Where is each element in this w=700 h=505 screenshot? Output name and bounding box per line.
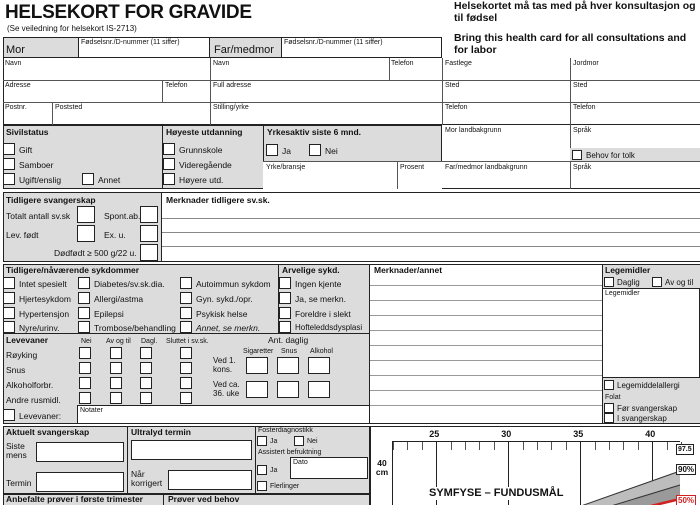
married-checkbox[interactable]	[3, 143, 15, 155]
ex-u-label: Ex. u.	[104, 230, 126, 240]
mother-origin-label: Mor landbakgrunn	[445, 127, 502, 134]
hypertension-checkbox[interactable]	[3, 307, 15, 319]
postal-no-label: Postnr.	[5, 104, 27, 111]
note-english: Bring this health card for all consultations and for labor	[454, 32, 687, 56]
heredity-yes-checkbox[interactable]	[279, 292, 291, 304]
folate-before-label: Før svangerskap	[617, 404, 678, 413]
mental-health-checkbox[interactable]	[180, 307, 192, 319]
heart-disease-label: Hjertesykdom	[19, 294, 71, 304]
gp-phone-label: Telefon	[445, 104, 468, 111]
total-pregnancies-label: Totalt antall sv.sk	[6, 211, 71, 221]
single-checkbox[interactable]	[3, 173, 15, 185]
primary-school-label: Grunnskole	[179, 145, 223, 155]
autoimmune-checkbox[interactable]	[180, 277, 192, 289]
stillborn-field[interactable]	[140, 244, 158, 261]
term-field[interactable]	[36, 472, 124, 492]
multiple-checkbox[interactable]	[257, 481, 267, 491]
cigarettes-first-field[interactable]	[246, 357, 268, 374]
kidney-label: Nyre/urinv.	[19, 323, 60, 333]
diabetes-checkbox[interactable]	[78, 277, 90, 289]
fetal-diag-no-checkbox[interactable]	[294, 436, 304, 446]
total-pregnancies-field[interactable]	[77, 206, 95, 223]
at-first-visit-label: Ved 1. kons.	[213, 356, 236, 374]
meds-title: Legemidler	[605, 265, 651, 275]
x-tick-label-25: 25	[429, 429, 440, 439]
habits-notes-field[interactable]	[77, 405, 370, 424]
term-label: Termin	[6, 478, 32, 488]
father-birth-no-label: Fødselsnr./D-nummer (11 siffer)	[284, 39, 383, 46]
gyn-checkbox[interactable]	[180, 292, 192, 304]
other-disease-checkbox[interactable]	[180, 321, 192, 333]
father-name-label: Navn	[213, 60, 230, 67]
other-civil-checkbox[interactable]	[82, 173, 94, 185]
smoking-stopped-checkbox[interactable]	[180, 347, 192, 359]
daily-amount-label: Ant. daglig	[268, 335, 309, 345]
married-label: Gift	[19, 145, 33, 155]
heredity-none-checkbox[interactable]	[279, 277, 291, 289]
diabetes-label: Diabetes/sv.sk.dia.	[94, 279, 165, 289]
alcohol-sometimes-checkbox[interactable]	[110, 377, 122, 389]
snus-first-field[interactable]	[277, 357, 299, 374]
folate-before-checkbox[interactable]	[604, 403, 614, 413]
snus-36-field[interactable]	[277, 381, 299, 398]
secondary-school-label: Videregående	[179, 160, 232, 170]
fetal-diag-yes-checkbox[interactable]	[257, 436, 267, 446]
remarks-other-title: Merknader/annet	[374, 265, 443, 275]
drugs-stopped-checkbox[interactable]	[180, 392, 192, 404]
higher-education-checkbox[interactable]	[163, 173, 175, 185]
assisted-yes-label: Ja	[270, 467, 278, 474]
cohabiting-label: Samboer	[19, 160, 54, 170]
previous-pregnancies-title: Tidligere svangerskap	[6, 195, 96, 205]
gp-label: Fastlege	[445, 60, 472, 67]
smoking-no-checkbox[interactable]	[79, 347, 91, 359]
previous-remarks-label: Merknader tidligere sv.sk.	[166, 195, 270, 205]
on-demand-tests-title: Prøver ved behov	[168, 494, 240, 504]
hypertension-label: Hypertensjon	[19, 309, 70, 319]
alcohol-col: Alkohol	[310, 348, 333, 355]
mother-language-label: Språk	[573, 127, 592, 134]
alcohol-stopped-checkbox[interactable]	[180, 377, 192, 389]
position-label: Stilling/yrke	[213, 104, 249, 111]
work-no-label: Nei	[325, 146, 338, 156]
habits-col-sometimes: Av og til	[106, 338, 131, 345]
snus-label: Snus	[6, 365, 26, 375]
drugs-daily-checkbox[interactable]	[140, 392, 152, 404]
smoking-label: Røyking	[6, 350, 38, 360]
work-yes-checkbox[interactable]	[266, 144, 278, 156]
secondary-school-checkbox[interactable]	[163, 158, 175, 170]
heredity-yes-label: Ja, se merkn.	[295, 294, 347, 304]
last-menses-label: Siste mens	[6, 441, 27, 460]
cohabiting-checkbox[interactable]	[3, 158, 15, 170]
postal-place-label: Poststed	[55, 104, 83, 111]
habits-col-no: Nei	[81, 338, 92, 345]
full-address-label: Full adresse	[213, 82, 252, 89]
cigarettes-36-field[interactable]	[246, 381, 268, 398]
gp-place-label: Sted	[445, 82, 460, 89]
fetal-diag-no-label: Nei	[307, 438, 318, 445]
other-disease-label: Annet, se merkn.	[196, 323, 261, 333]
meds-list-field[interactable]	[602, 288, 700, 378]
epilepsy-label: Epilepsi	[94, 309, 124, 319]
mother-label: Mor	[6, 44, 25, 56]
father-label: Far/medmor	[214, 44, 274, 56]
autoimmune-label: Autoimmun sykdom	[196, 279, 271, 289]
spont-ab-label: Spont.ab.	[104, 211, 141, 221]
form-subtitle: (Se veiledning for helsekort IS-2713)	[7, 24, 137, 33]
folate-during-label: I svangerskap	[617, 414, 667, 423]
chart-y-label: 40 cm	[375, 458, 389, 477]
x-tick-label-30: 30	[501, 429, 512, 439]
consanguinity-label: Foreldre i slekt	[295, 309, 351, 319]
stillborn-label: Dødfødt ≥ 500 g/22 u.	[54, 248, 137, 258]
midwife-phone-label: Telefon	[573, 104, 596, 111]
chart-x-ticks	[371, 427, 700, 441]
allergy-label: Allergi/astma	[94, 294, 144, 304]
alcohol-daily-checkbox[interactable]	[140, 377, 152, 389]
habits-notes-label: Notater	[80, 407, 103, 414]
mother-birth-no-label: Fødselsnr./D-nummer (11 siffer)	[81, 39, 180, 46]
hip-dysplasia-label: Hofteleddsdysplasi	[295, 323, 363, 332]
drugs-sometimes-checkbox[interactable]	[110, 392, 122, 404]
x-tick-label-35: 35	[573, 429, 584, 439]
hip-dysplasia-checkbox[interactable]	[279, 321, 291, 333]
fetal-diag-label: Fosterdiagnostikk	[258, 427, 313, 434]
assisted-yes-checkbox[interactable]	[257, 465, 267, 475]
note-norwegian: Helsekortet må tas med på hver konsultasjon og til fødsel	[454, 0, 696, 24]
mother-name-label: Navn	[5, 60, 22, 67]
drugs-label: Andre rusmidl.	[6, 395, 61, 405]
address-label: Adresse	[5, 82, 31, 89]
habits-col-daily: Dagl.	[141, 338, 158, 345]
snus-col: Snus	[281, 348, 297, 355]
recommended-tests-title: Anbefalte prøver i første trimester	[6, 494, 143, 504]
fundus-chart	[370, 426, 700, 505]
snus-no-checkbox[interactable]	[79, 362, 91, 374]
last-menses-field[interactable]	[36, 442, 124, 462]
disease-none-label: Intet spesielt	[19, 279, 67, 289]
epilepsy-checkbox[interactable]	[78, 307, 90, 319]
thrombosis-checkbox[interactable]	[78, 321, 90, 333]
habits-checkbox[interactable]	[3, 409, 15, 421]
father-origin-label: Far/medmor landbakgrunn	[445, 164, 528, 171]
industry-label: Yrke/bransje	[266, 164, 306, 171]
meds-sometimes-checkbox[interactable]	[652, 277, 662, 287]
father-phone-label: Telefon	[391, 60, 414, 67]
interpreter-label: Behov for tolk	[586, 151, 635, 160]
meds-allergy-checkbox[interactable]	[604, 380, 614, 390]
alcohol-no-checkbox[interactable]	[79, 377, 91, 389]
when-corrected-label: Når korrigert	[131, 469, 163, 488]
heredity-title: Arvelige sykd.	[282, 265, 340, 275]
education-title: Høyeste utdanning	[166, 127, 243, 137]
folate-label: Folat	[605, 394, 621, 401]
meds-daily-label: Daglig	[617, 278, 640, 287]
other-civil-label: Annet	[98, 175, 121, 185]
drugs-no-checkbox[interactable]	[79, 392, 91, 404]
snus-sometimes-checkbox[interactable]	[110, 362, 122, 374]
assisted-date-label: Dato	[293, 459, 308, 466]
habits-title: Levevaner	[6, 335, 49, 345]
alcohol-label: Alkoholforbr.	[6, 380, 54, 390]
percentile-97-label: 97.5	[678, 446, 692, 453]
live-born-label: Lev. født	[6, 230, 39, 240]
chart-title: SYMFYSE – FUNDUSMÅL	[429, 487, 564, 499]
father-language-label: Språk	[573, 164, 592, 171]
live-born-field[interactable]	[77, 225, 95, 242]
disease-none-checkbox[interactable]	[3, 277, 15, 289]
snus-stopped-checkbox[interactable]	[180, 362, 192, 374]
consanguinity-checkbox[interactable]	[279, 307, 291, 319]
percentile-50-label: 50%	[678, 496, 695, 505]
current-pregnancy-title: Aktuelt svangerskap	[6, 427, 90, 437]
folate-during-checkbox[interactable]	[604, 413, 614, 423]
midwife-label: Jordmor	[573, 60, 599, 67]
midwife-place-label: Sted	[573, 82, 588, 89]
mental-health-label: Psykisk helse	[196, 309, 248, 319]
smoking-sometimes-checkbox[interactable]	[110, 347, 122, 359]
percentile-90-label: 90%	[678, 465, 695, 474]
form-title: HELSEKORT FOR GRAVIDE	[5, 2, 252, 23]
interpreter-checkbox[interactable]	[572, 150, 582, 160]
fetal-diag-yes-label: Ja	[270, 438, 278, 445]
civil-status-title: Sivilstatus	[6, 127, 49, 137]
single-label: Ugift/enslig	[19, 175, 62, 185]
allergy-checkbox[interactable]	[78, 292, 90, 304]
work-no-checkbox[interactable]	[309, 144, 321, 156]
cigarettes-col: Sigaretter	[243, 348, 274, 355]
meds-sometimes-label: Av og til	[665, 278, 694, 287]
habits-lifestyle-label: Levevaner:	[19, 411, 62, 421]
kidney-checkbox[interactable]	[3, 321, 15, 333]
diseases-title: Tidligere/nåværende sykdommer	[6, 265, 140, 275]
ultrasound-term-field[interactable]	[131, 440, 252, 460]
multiple-label: Flerlinger	[270, 483, 300, 490]
ex-u-field[interactable]	[140, 225, 158, 242]
snus-daily-checkbox[interactable]	[140, 362, 152, 374]
meds-allergy-label: Legemiddelallergi	[617, 381, 680, 390]
meds-daily-checkbox[interactable]	[604, 277, 614, 287]
habits-col-stopped: Sluttet i sv.sk.	[166, 338, 209, 345]
ultrasound-title: Ultralyd termin	[131, 427, 191, 437]
primary-school-checkbox[interactable]	[163, 143, 175, 155]
alcohol-first-field[interactable]	[308, 357, 330, 374]
assisted-label: Assistert befruktning	[258, 449, 322, 456]
heredity-none-label: Ingen kjente	[295, 279, 342, 289]
meds-list-label: Legemidler	[605, 290, 640, 297]
mother-phone-label: Telefon	[165, 82, 188, 89]
x-tick-label-40: 40	[645, 429, 656, 439]
higher-education-label: Høyere utd.	[179, 175, 224, 185]
spont-ab-field[interactable]	[140, 206, 158, 223]
smoking-daily-checkbox[interactable]	[140, 347, 152, 359]
when-corrected-field[interactable]	[168, 470, 252, 490]
heart-disease-checkbox[interactable]	[3, 292, 15, 304]
at-week36-label: Ved ca. 36. uke	[213, 380, 240, 398]
alcohol-36-field[interactable]	[308, 381, 330, 398]
work-title: Yrkesaktiv siste 6 mnd.	[267, 127, 362, 137]
percent-label: Prosent	[400, 164, 425, 171]
thrombosis-label: Trombose/behandling	[94, 323, 176, 333]
work-yes-label: Ja	[282, 146, 291, 156]
gyn-label: Gyn. sykd./opr.	[196, 294, 253, 304]
